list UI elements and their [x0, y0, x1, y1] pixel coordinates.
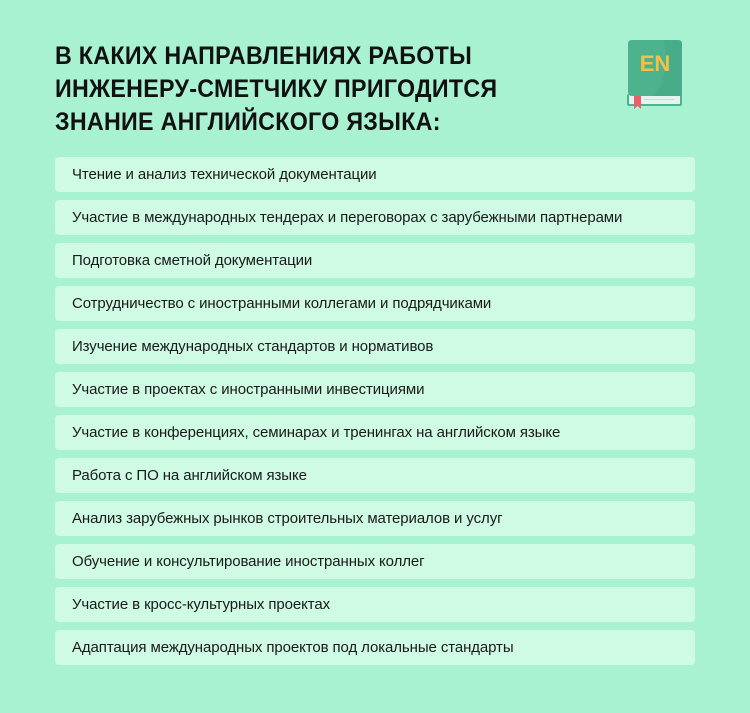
- title-line-3: ЗНАНИЕ АНГЛИЙСКОГО ЯЗЫКА:: [55, 108, 441, 136]
- list-item-text: Обучение и консультирование иностранных коллег: [72, 553, 425, 570]
- list-item-text: Адаптация международных проектов под локальные стандарты: [72, 639, 514, 656]
- list-item: [55, 286, 695, 321]
- list-item: [55, 329, 695, 364]
- list-item-text: Сотрудничество с иностранными коллегами и подрядчиками: [72, 295, 492, 312]
- english-book-icon: [624, 38, 684, 114]
- list-item-text: Участие в международных тендерах и переговорах с зарубежными партнерами: [72, 209, 623, 226]
- list-item: [55, 372, 695, 407]
- usage-list: [55, 157, 695, 673]
- list-item: [55, 587, 695, 622]
- list-item: [55, 501, 695, 536]
- svg-text:EN: EN: [639, 51, 671, 76]
- page-title: [55, 40, 557, 139]
- list-item-text: Анализ зарубежных рынков строительных материалов и услуг: [72, 510, 503, 527]
- list-item-text: Подготовка сметной документации: [72, 252, 313, 269]
- list-item: [55, 415, 695, 450]
- list-item: [55, 157, 695, 192]
- list-item: [55, 458, 695, 493]
- list-item: [55, 630, 695, 665]
- list-item-text: Участие в конференциях, семинарах и тренингах на английском языке: [72, 424, 561, 441]
- title-line-1: В КАКИХ НАПРАВЛЕНИЯХ РАБОТЫ: [55, 42, 473, 70]
- list-item: [55, 243, 695, 278]
- list-item-text: Чтение и анализ технической документации: [72, 166, 377, 183]
- list-item-text: Участие в проектах с иностранными инвестициями: [72, 381, 425, 398]
- title-line-2: ИНЖЕНЕРУ-СМЕТЧИКУ ПРИГОДИТСЯ: [55, 75, 498, 103]
- list-item: [55, 544, 695, 579]
- list-item-text: Работа с ПО на английском языке: [72, 467, 307, 484]
- list-item: [55, 200, 695, 235]
- list-item-text: Изучение международных стандартов и нормативов: [72, 338, 434, 355]
- list-item-text: Участие в кросс-культурных проектах: [72, 596, 330, 613]
